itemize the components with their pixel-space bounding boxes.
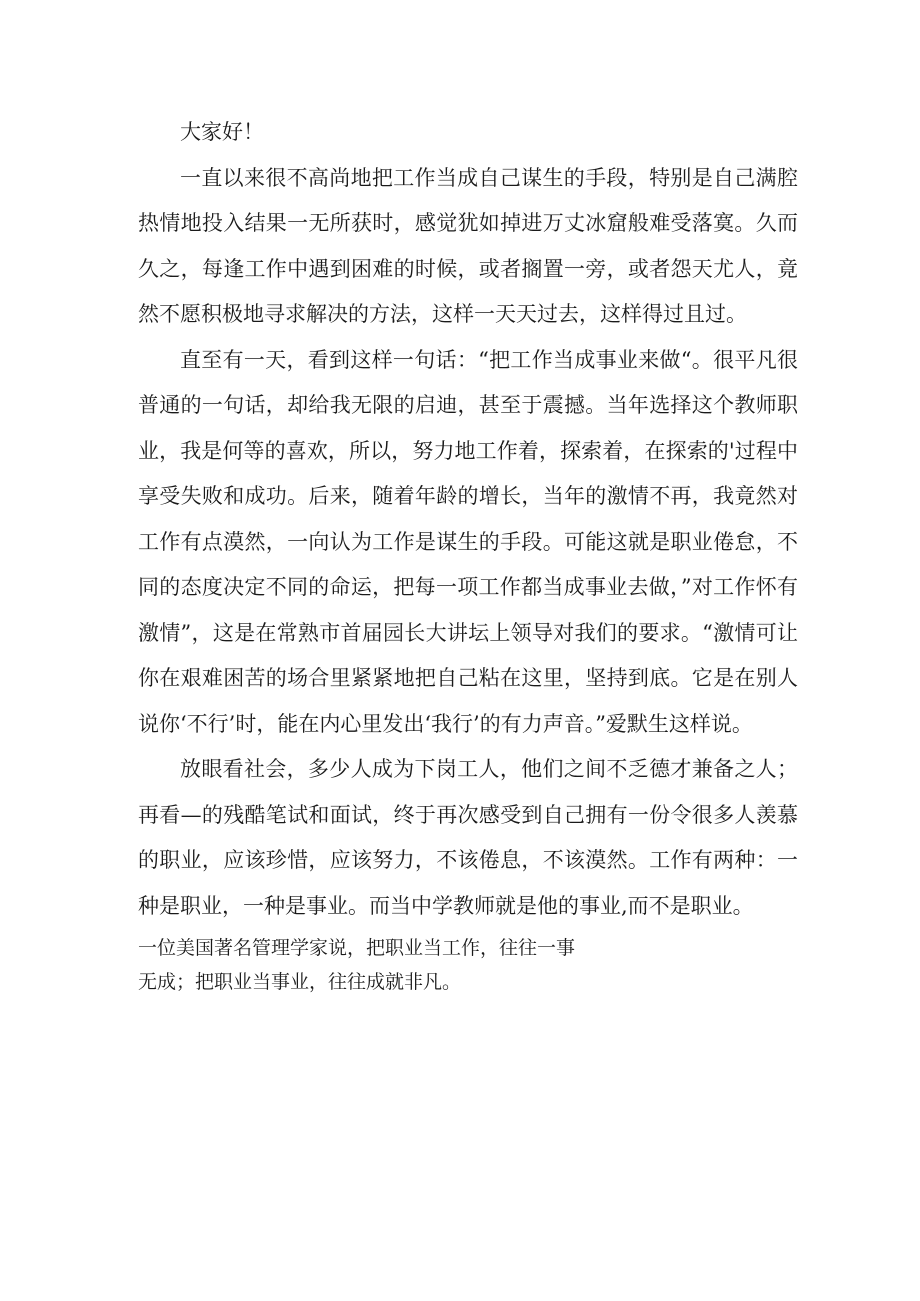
paragraph-2: 直至有一天，看到这样一句话：“把工作当成事业来做“。很平凡很普通的一句话，却给我无限的启迪，甚至于震撼。当年选择这个教师职业，我是何等的喜欢，所以，努力地工作着，探索着，在探索的'过程中享受失败和成功。后来，随着年龄的增长，当年的激情不再，我竟然对工作有点漠然，一向认为工作是谋生的手段。可能这就是职业倦怠，不同的态度决定不同的命运，把每一项工作都当成事业去做，”对工作怀有激情”，这是在常熟市首届园长大讲坛上领导对我们的要求。“激情可让你在艰难困苦的场合里紧紧地把自己粘在这里，坚持到底。它是在别人说你‘不行’时，能在内心里发出‘我行’的有力声音。”爱默生这样说。 <box>138 347 798 736</box>
closing-line-2: 无成；把职业当事业，往往成就非凡。 <box>138 971 462 993</box>
greeting-text: 大家好！ <box>180 120 264 144</box>
document-body <box>138 110 798 999</box>
paragraph-1: 一直以来很不高尚地把工作当成自己谋生的手段，特别是自己满腔热情地投入结果一无所获时，感觉犹如掉进万丈冰窟般难受落寞。久而久之，每逢工作中遇到困难的时候，或者搁置一旁，或者怨天尤人，竟然不愿积极地寻求解决的方法，这样一天天过去，这样得过且过。 <box>138 165 798 326</box>
closing-quote-block <box>138 931 798 999</box>
closing-line-1: 一位美国著名管理学家说，把职业当工作，往往一事 <box>138 937 576 959</box>
paragraph-3: 放眼看社会，多少人成为下岗工人，他们之间不乏德才兼备之人；再看—的残酷笔试和面试，终于再次感受到自己拥有一份令很多人羡慕的职业，应该珍惜，应该努力，不该倦息，不该漠然。工作有两种：一种是职业，一种是事业。而当中学教师就是他的事业,而不是职业。 <box>138 757 798 918</box>
